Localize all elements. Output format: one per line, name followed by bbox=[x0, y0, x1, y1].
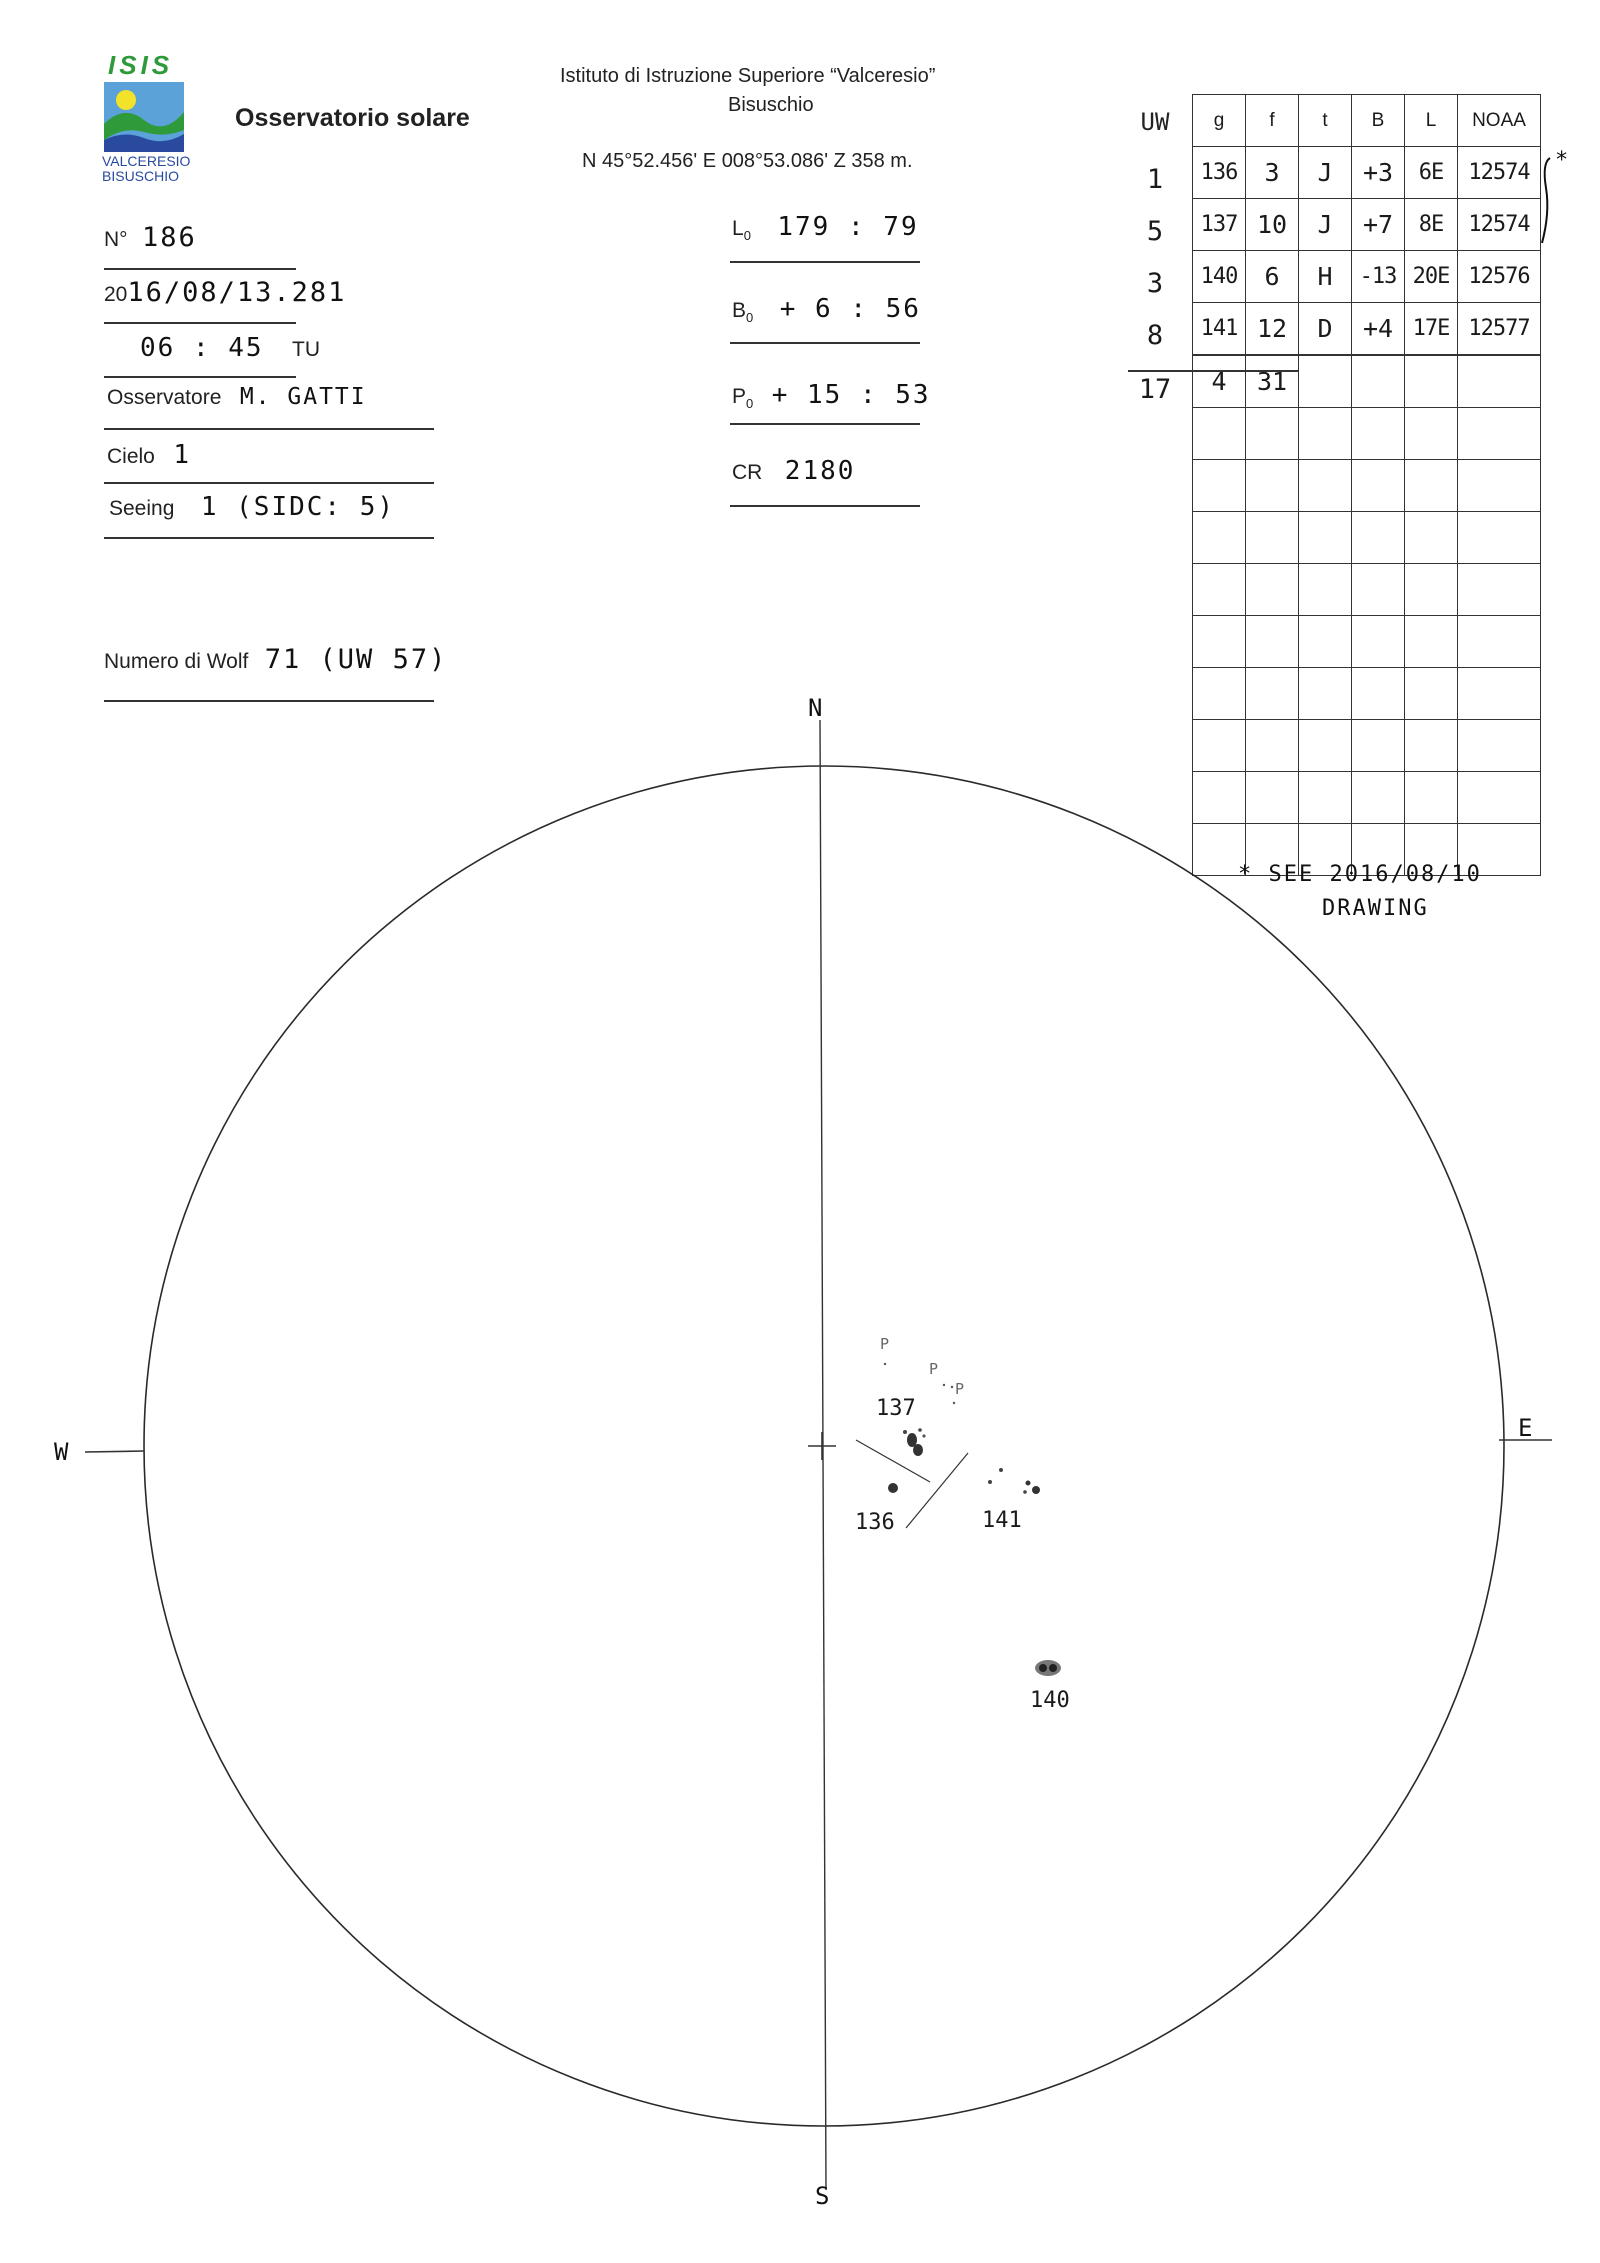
uw-value: 8 bbox=[1146, 320, 1164, 351]
faint-p-mark: P bbox=[929, 1360, 941, 1378]
column-header-b: B bbox=[1352, 95, 1405, 147]
table-cell: 12574 bbox=[1458, 147, 1541, 199]
east-label: E bbox=[1518, 1414, 1535, 1442]
observer-label: Osservatore bbox=[107, 386, 222, 409]
faint-dot bbox=[884, 1363, 886, 1365]
column-header-f: f bbox=[1246, 95, 1299, 147]
seeing-value: 1 (SIDC: 5) bbox=[200, 492, 396, 522]
table-cell: 17E bbox=[1405, 303, 1458, 356]
group-label-137: 137 bbox=[876, 1396, 916, 1421]
sunspot bbox=[988, 1480, 992, 1484]
time-value: 06 : 45 bbox=[140, 333, 264, 363]
b0-label: $B_0$ bbox=[732, 299, 754, 326]
sunspot bbox=[922, 1434, 925, 1437]
p0-value: + 15 : 53 bbox=[771, 380, 931, 410]
table-cell: 12574 bbox=[1458, 199, 1541, 251]
uw-value: 5 bbox=[1146, 216, 1164, 247]
sunspot bbox=[1023, 1490, 1027, 1494]
time-unit-label: TU bbox=[292, 338, 321, 361]
seeing-label: Seeing bbox=[109, 497, 175, 520]
drawing-note-line1: * SEE 2016/08/10 bbox=[1238, 862, 1482, 887]
column-header-g: g bbox=[1193, 95, 1246, 147]
table-cell: 8E bbox=[1405, 199, 1458, 251]
uw-header: UW bbox=[1140, 108, 1170, 136]
table-cell: 141 bbox=[1193, 303, 1246, 356]
sunspot bbox=[903, 1430, 907, 1434]
observatory-title: Osservatorio solare bbox=[235, 104, 470, 132]
table-cell: 31 bbox=[1246, 355, 1299, 408]
drawing-note-line2: DRAWING bbox=[1322, 896, 1429, 921]
table-cell: 140 bbox=[1193, 251, 1246, 303]
table-cell: J bbox=[1299, 199, 1352, 251]
table-cell: 6E bbox=[1405, 147, 1458, 199]
table-cell: 6 bbox=[1246, 251, 1299, 303]
south-label: S bbox=[815, 2182, 832, 2210]
column-header-t: t bbox=[1299, 95, 1352, 147]
institute-town: Bisuschio bbox=[728, 94, 814, 116]
l0-label: $L_0$ bbox=[732, 217, 751, 244]
observer-value: M. GATTI bbox=[239, 384, 367, 410]
faint-p-mark: P bbox=[955, 1380, 967, 1398]
table-cell: +4 bbox=[1352, 303, 1405, 356]
date-value: 16/08/13.281 bbox=[127, 277, 347, 308]
group-label-141: 141 bbox=[982, 1508, 1022, 1533]
group-separator bbox=[906, 1453, 968, 1528]
table-cell: -13 bbox=[1352, 251, 1405, 303]
p0-label: $P_0$ bbox=[732, 385, 754, 412]
table-cell: 4 bbox=[1193, 355, 1246, 408]
faint-dot bbox=[943, 1384, 945, 1386]
table-cell: 12576 bbox=[1458, 251, 1541, 303]
sunspot bbox=[888, 1483, 898, 1493]
table-cell: 137 bbox=[1193, 199, 1246, 251]
table-cell: 3 bbox=[1246, 147, 1299, 199]
uw-value: 1 bbox=[1146, 164, 1164, 195]
cr-value: 2180 bbox=[784, 456, 856, 486]
sunspot bbox=[913, 1444, 923, 1456]
faint-p-mark: P bbox=[880, 1335, 892, 1353]
faint-dot bbox=[951, 1386, 953, 1388]
site-coordinates: N 45°52.456' E 008°53.086' Z 358 m. bbox=[582, 150, 913, 172]
west-label: W bbox=[54, 1438, 71, 1466]
group-label-140: 140 bbox=[1030, 1688, 1070, 1713]
table-cell: J bbox=[1299, 147, 1352, 199]
group-label-136: 136 bbox=[855, 1510, 895, 1535]
table-cell: +3 bbox=[1352, 147, 1405, 199]
table-cell: D bbox=[1299, 303, 1352, 356]
sky-value: 1 bbox=[173, 440, 191, 470]
table-cell: +7 bbox=[1352, 199, 1405, 251]
table-cell: 136 bbox=[1193, 147, 1246, 199]
b0-value: + 6 : 56 bbox=[779, 294, 921, 324]
date-printed-prefix: 20 bbox=[104, 283, 128, 306]
column-header-l: L bbox=[1405, 95, 1458, 147]
sunspot bbox=[1026, 1481, 1031, 1486]
institute-name: Istituto di Istruzione Superiore “Valceresio” bbox=[560, 65, 936, 87]
logo-caption-line2: BISUSCHIO bbox=[102, 168, 180, 184]
table-cell: 20E bbox=[1405, 251, 1458, 303]
sunspot bbox=[999, 1468, 1003, 1472]
sky-label: Cielo bbox=[107, 445, 155, 468]
logo-wordmark: ISIS bbox=[108, 50, 174, 80]
sunspot bbox=[1039, 1664, 1047, 1672]
north-label: N bbox=[808, 694, 825, 722]
central-meridian bbox=[820, 720, 826, 2190]
observation-number-value: 186 bbox=[142, 222, 197, 253]
wolf-number-label: Numero di Wolf bbox=[104, 650, 249, 673]
column-header-noaa: NOAA bbox=[1458, 95, 1541, 147]
faint-dot bbox=[953, 1402, 955, 1404]
table-cell: 10 bbox=[1246, 199, 1299, 251]
sunspot-penumbra bbox=[1035, 1660, 1061, 1676]
table-cell: 12577 bbox=[1458, 303, 1541, 356]
cr-label: CR bbox=[732, 461, 763, 484]
sunspot bbox=[1049, 1664, 1057, 1672]
west-tick bbox=[85, 1451, 144, 1452]
table-cell: H bbox=[1299, 251, 1352, 303]
wolf-number-value: 71 (UW 57) bbox=[264, 644, 448, 675]
sunspot bbox=[1032, 1486, 1040, 1494]
uw-total: 17 bbox=[1138, 374, 1172, 405]
observation-number-label: N° bbox=[104, 228, 128, 251]
sunspot bbox=[918, 1428, 922, 1432]
table-cell: 12 bbox=[1246, 303, 1299, 356]
asterisk-mark: * bbox=[1555, 148, 1571, 173]
logo-caption-line1: VALCERESIO bbox=[102, 153, 191, 169]
uw-value: 3 bbox=[1146, 268, 1164, 299]
l0-value: 179 : 79 bbox=[777, 212, 919, 242]
